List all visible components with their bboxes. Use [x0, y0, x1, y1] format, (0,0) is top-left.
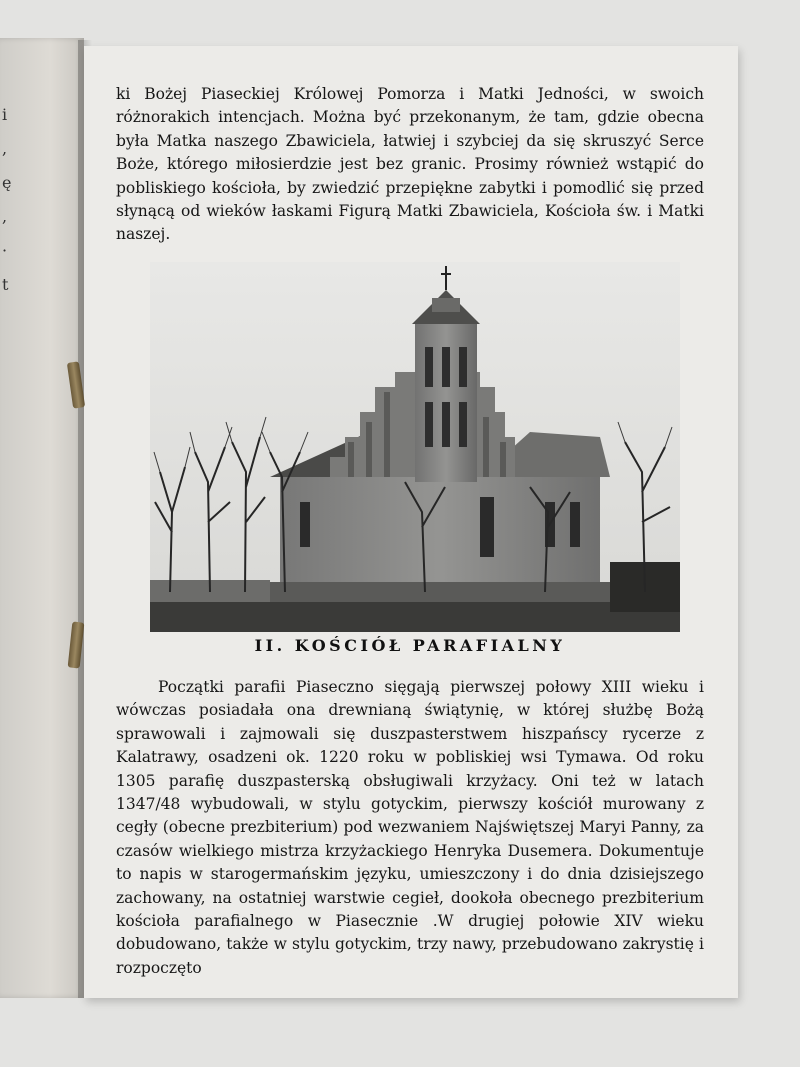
top-paragraph: ki Bożej Piaseckiej Królowej Pomorza i Matki Jedności, w swoich różnorakich intencjach. Można być przekonanym, że tam, gdzie obecna była Matka naszego Zbawiciela, łatwiej i szybciej da się skruszyć Serce Boże, którego miłosierdzie jest bez granic. Prosimy również wstąpić do pobliskiego kościoła, by zwiedzić przepiękne zabytki i pomodlić się przed słynącą od wieków łaskami Figurą Matki Zbawiciela, Kościoła św. i Matki naszej. [116, 85, 704, 244]
church-photo-image [150, 262, 680, 632]
church-photograph [150, 262, 680, 632]
top-paragraph-block [116, 83, 704, 247]
bottom-paragraph-block [116, 676, 704, 980]
bottom-paragraph: Początki parafii Piaseczno sięgają pierwszej połowy XIII wieku i wówczas posiadała ona drewnianą świątynię, w której służbę Bożą sprawowali i zajmowali się duszpasterstwem hiszpańscy rycerze z Kalatrawy, osadzeni ok. 1220 roku w pobliskiej wsi Tymawa. Od roku 1305 parafię duszpasterską obsługiwali krzyżacy. Oni też w latach 1347/48 wybudowali, w stylu gotyckim, pierwszy kościół murowany z cegły (obecne prezbiterium) pod wezwaniem Najświętszej Maryi Panny, za czasów wielkiego mistrza krzyżackiego Henryka Dusemera. Dokumentuje to napis w starogermańskim języku, umieszczony i do dnia dzisiejszego zachowany, na ostatniej warstwie cegieł, dookoła obecnego prezbiterium kościoła parafialnego w Piasecznie .W drugiej połowie XIV wieku dobudowano, także w stylu gotyckim, trzy nawy, przebudowano zakrystię i rozpoczęto [116, 678, 704, 977]
left-page-fragments: i , ę , · t [2, 105, 12, 294]
section-heading: II. KOŚCIÓŁ PARAFIALNY [254, 636, 566, 655]
left-page-edge [0, 38, 84, 998]
